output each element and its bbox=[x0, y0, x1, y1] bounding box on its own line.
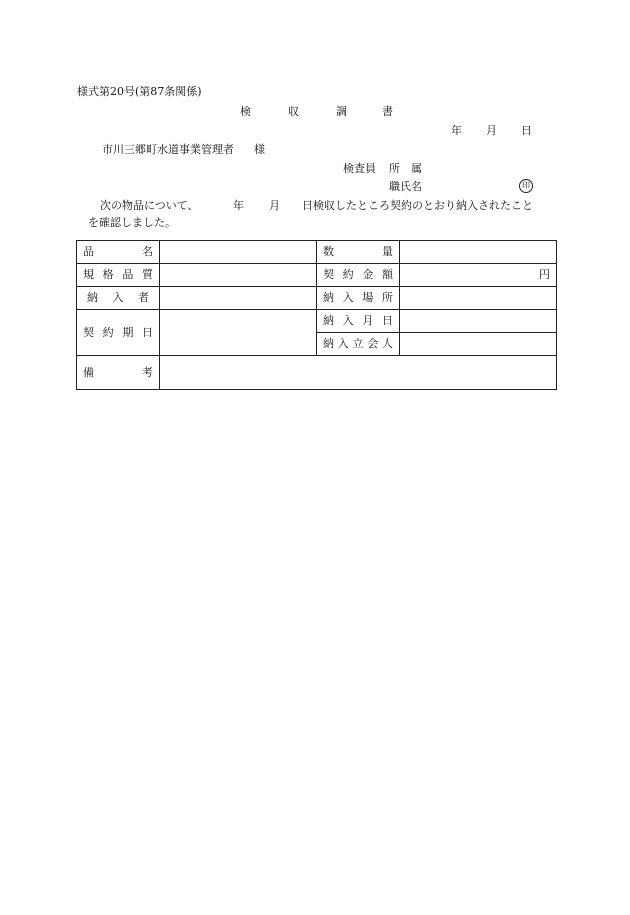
table-row bbox=[77, 264, 557, 287]
title-char: 調 bbox=[336, 105, 347, 118]
delivery-place-field[interactable] bbox=[400, 287, 557, 310]
item-name-field[interactable] bbox=[160, 241, 317, 264]
table-row bbox=[77, 287, 557, 310]
spec-field[interactable] bbox=[160, 264, 317, 287]
date-year: 年 bbox=[451, 124, 462, 137]
remarks-field[interactable] bbox=[160, 356, 557, 390]
table-row bbox=[77, 241, 557, 264]
inspection-table bbox=[76, 240, 557, 390]
statement-year: 年 bbox=[233, 199, 244, 212]
contract-amount-field[interactable] bbox=[400, 264, 557, 287]
inspector-label: 検査員 bbox=[343, 162, 376, 175]
delivery-date-field[interactable] bbox=[400, 310, 557, 333]
contract-deadline-label: 契約期日 bbox=[77, 310, 160, 356]
delivery-date-label: 納入月日 bbox=[317, 310, 400, 333]
name-label: 職氏名 bbox=[389, 180, 422, 193]
delivery-place-label: 納入場所 bbox=[317, 287, 400, 310]
statement-line1-b: 日検収したところ契約のとおり納入されたこと bbox=[302, 199, 533, 212]
form-number: 様式第20号(第87条関係) bbox=[77, 85, 202, 98]
item-name-label: 品 名 bbox=[77, 241, 160, 264]
delivery-witness-field[interactable] bbox=[400, 333, 557, 356]
quantity-label: 数 量 bbox=[317, 241, 400, 264]
yen-unit: 円 bbox=[539, 268, 550, 281]
date-day: 日 bbox=[521, 124, 532, 137]
table-row bbox=[77, 356, 557, 390]
statement-month: 月 bbox=[269, 199, 280, 212]
supplier-label: 納入者 bbox=[77, 287, 160, 310]
addressee: 市川三郷町水道事業管理者 bbox=[102, 143, 234, 156]
title-char: 収 bbox=[288, 105, 299, 118]
contract-amount-label: 契約金額 bbox=[317, 264, 400, 287]
spec-label: 規格品質 bbox=[77, 264, 160, 287]
table-row bbox=[77, 310, 557, 333]
quantity-field[interactable] bbox=[400, 241, 557, 264]
contract-deadline-field[interactable] bbox=[160, 310, 317, 356]
title-char: 検 bbox=[240, 105, 251, 118]
remarks-label: 備 考 bbox=[77, 356, 160, 390]
statement-line1-a: 次の物品について、 bbox=[100, 199, 199, 212]
affiliation-label: 所 属 bbox=[389, 162, 422, 175]
honorific: 様 bbox=[254, 143, 265, 156]
statement-line2: を確認しました。 bbox=[88, 216, 176, 229]
date-month: 月 bbox=[486, 124, 497, 137]
title-char: 書 bbox=[382, 105, 393, 118]
supplier-field[interactable] bbox=[160, 287, 317, 310]
delivery-witness-label: 納入立会人 bbox=[317, 333, 400, 356]
seal-mark: 印 bbox=[519, 179, 533, 193]
